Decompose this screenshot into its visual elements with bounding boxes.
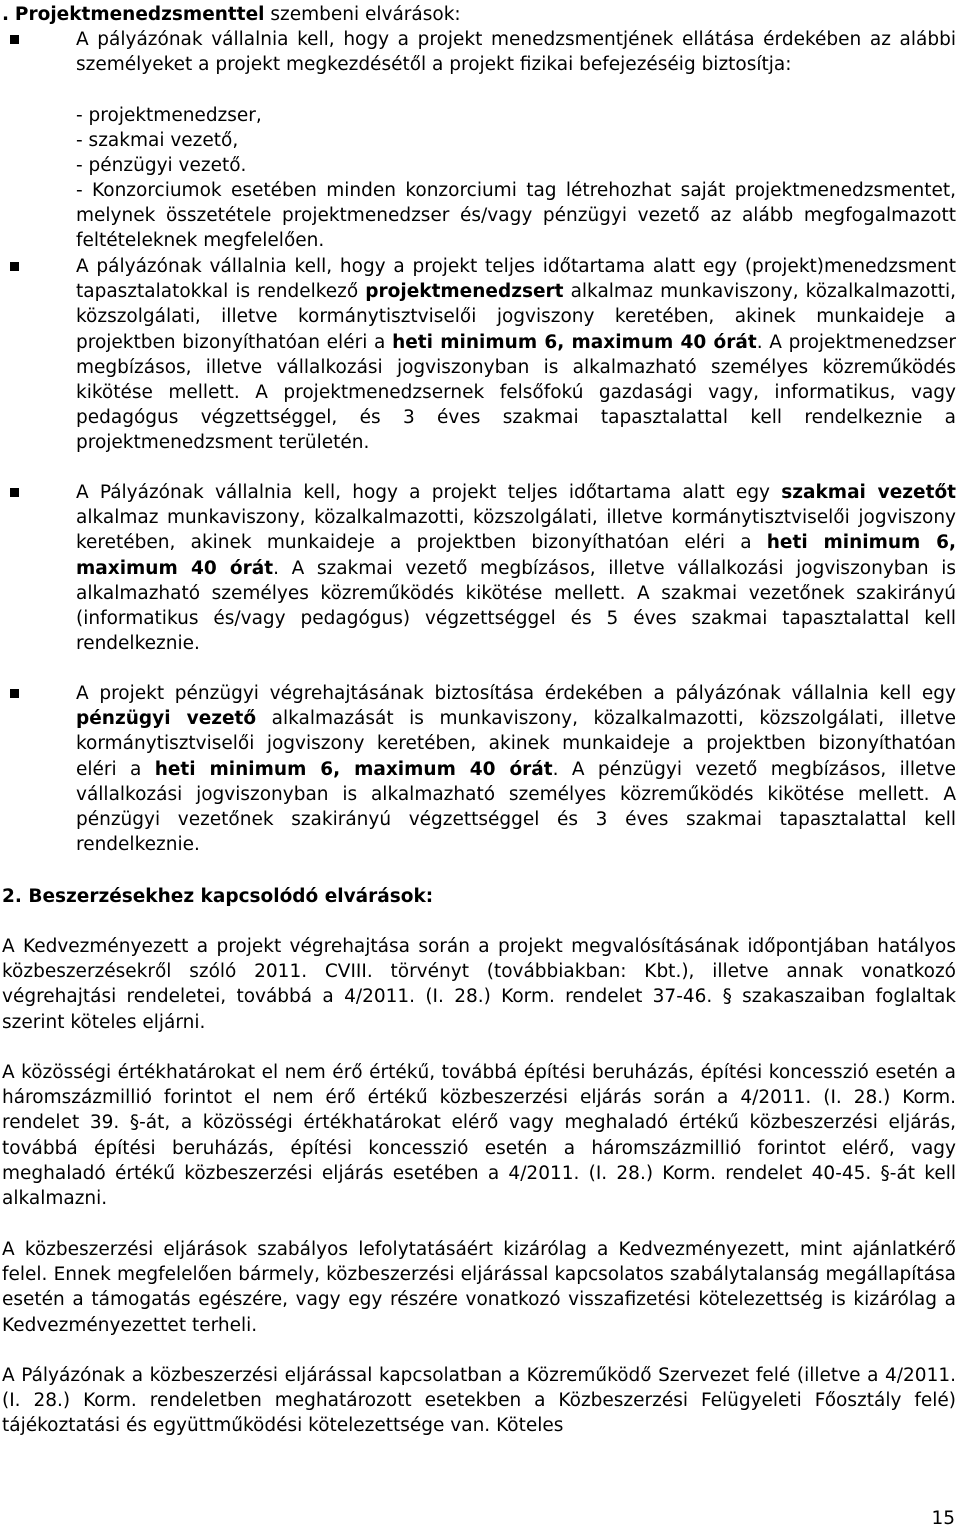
intro-title: Projektmenedzsmenttel (14, 4, 265, 25)
bullet-3-text (76, 480, 956, 656)
bullet-2-bold-role: projektmenedzsert (365, 281, 564, 303)
bullet-3-part-1: A Pályázónak vállalnia kell, hogy a projekt teljes időtartama alatt egy (76, 482, 782, 503)
bullet-square-icon (10, 689, 19, 698)
bullet-2-bold-hours: heti minimum 6, maximum 40 órát (392, 331, 757, 353)
bullet-4-bold-role: pénzügyi vezető (76, 708, 257, 730)
role-szakmai-vezeto: - szakmai vezető, (76, 130, 239, 151)
bullet-1-text: A pályázónak vállalnia kell, hogy a projekt menedzsmentjének ellátása érdekében az alábbi személyeket a projekt megkezdésétől a projekt fizikai befejezéséig biztosítja: (76, 29, 956, 76)
bullet-square-icon (10, 35, 19, 44)
consortium-paragraph: - Konzorciumok esetében minden konzorciumi tag létrehozhat saját projektmenedzsmentet, melynek összetétele projektmenedzser és/vagy pénzügyi vezető az alább megfogalmazott feltételeknek megfelelően. (76, 180, 956, 252)
bullet-2-part-3: . A projektmenedzser megbízásos, illetve vállalkozási jogviszonyban is alkalmazható személyes közreműködés kikötése mellett. A projektmenedzsernek felsőfokú gazdasági vagy, informatikus, vagy pedagógus végzettséggel, és 3 éves szakmai tapasztalattal kell rendelkeznie a projektmenedzsment területén. (76, 331, 956, 454)
page-number: 15 (931, 1508, 955, 1529)
bullet-3-part-3: . A szakmai vezető megbízásos, illetve vállalkozási jogviszonyban is alkalmazható személyes közreműködés kikötése mellett. A szakmai vezetőnek szakirányú (informatikus és/vagy pedagógus) végzettséggel és 5 éves szakmai tapasztalattal kell rendelkeznie. (76, 557, 956, 655)
bullet-2-text (76, 254, 956, 456)
bullet-3-bold-hours: heti minimum 6, maximum 40 órát (76, 532, 956, 579)
bullet-4-text (76, 681, 956, 857)
bullet-3-part-2: alkalmaz munkaviszony, közalkalmazotti, közszolgálati, illetve kormánytisztviselői jogviszony keretében, akinek munkaideje a projektben bizonyíthatóan eléri a (76, 507, 956, 554)
intro-rest: szembeni elvárások: (264, 4, 461, 25)
role-projektmenedzser: - projektmenedzser, (76, 105, 262, 126)
bullet-4-part-2: alkalmazását is munkaviszony, közalkalmazotti, közszolgálati, illetve kormánytisztviselői jogviszony keretében, akinek munkaideje a projektben bizonyíthatóan eléri a (76, 708, 956, 780)
section-2-paragraph-1: A Kedvezményezett a projekt végrehajtása során a projekt megvalósításának időpontjában hatályos közbeszerzésekről szóló 2011. CVIII. törvényt (továbbiakban: Kbt.), illetve annak vonatkozó végrehajtási rendeletei, továbbá a 4/2011. (I. 28.) Korm. rendelet 37-46. § szakaszaiban foglaltak szerint köteles eljárni. (2, 936, 956, 1033)
bullet-3-bold-role: szakmai vezetőt (781, 482, 956, 503)
section-2-paragraph-3: A közbeszerzési eljárások szabályos lefolytatásáért kizárólag a Kedvezményezett, mint ajánlatkérő felel. Ennek megfelelően bármely, közbeszerzési eljárással kapcsolatos szabálytalanság megállapítása esetén a támogatás egészére, vagy egy részére vonatkozó visszafizetési kötelezettség is kizárólag a Kedvezményezettet terheli. (2, 1239, 956, 1336)
bullet-4-part-3: . A pénzügyi vezető megbízásos, illetve vállalkozási jogviszonyban is alkalmazható személyes közreműködés kikötése mellett. A pénzügyi vezetőnek szakirányú végzettséggel és 3 éves szakmai tapasztalattal kell rendelkeznie. (76, 758, 956, 856)
bullet-4-bold-hours: heti minimum 6, maximum 40 órát (154, 758, 553, 780)
section-2-paragraph-2: A közösségi értékhatárokat el nem érő értékű, továbbá építési beruházás, építési koncesszió esetén a háromszázmillió forintot el nem érő értékű közbeszerzési eljárás során a 4/2011. (I. 28.) Korm. rendelet 39. §-át, a közösségi értékhatárokat elérő vagy meghaladó értékű közbeszerzési eljárás, továbbá építési beruházás, építési koncesszió esetén a háromszázmillió forintot elérő, vagy meghaladó értékű közbeszerzési eljárás esetében a 4/2011. (I. 28.) Korm. rendelet 40-45. §-át kell alkalmazni. (2, 1062, 956, 1210)
role-penzugyi-vezeto: - pénzügyi vezető. (76, 155, 247, 176)
section-2-paragraph-4: A Pályázónak a közbeszerzési eljárással kapcsolatban a Közreműködő Szervezet felé (illetve a 4/2011. (I. 28.) Korm. rendeletben meghatározott esetekben a Közbeszerzési Felügyeleti Főosztály felé) tájékoztatási és együttműködési kötelezettsége van. Köteles (2, 1365, 956, 1437)
section-2-title: 2. Beszerzésekhez kapcsolódó elvárások: (2, 886, 434, 907)
bullet-2-part-2: alkalmaz munkaviszony, közalkalmazotti, közszolgálati, illetve kormánytisztviselői jogviszony keretében, akinek munkaideje a projektben bizonyíthatóan eléri a (76, 281, 956, 353)
bullet-square-icon (10, 488, 19, 497)
bullet-2-part-1: A pályázónak vállalnia kell, hogy a projekt teljes időtartama alatt egy (projekt)menedzsment tapasztalatokkal is rendelkező (76, 256, 956, 303)
intro-heading (2, 2, 956, 27)
bullet-4-part-1: A projekt pénzügyi végrehajtásának biztosítása érdekében a pályázónak vállalnia kell egy (76, 683, 956, 704)
intro-dot: . (2, 4, 10, 25)
bullet-square-icon (10, 262, 19, 271)
